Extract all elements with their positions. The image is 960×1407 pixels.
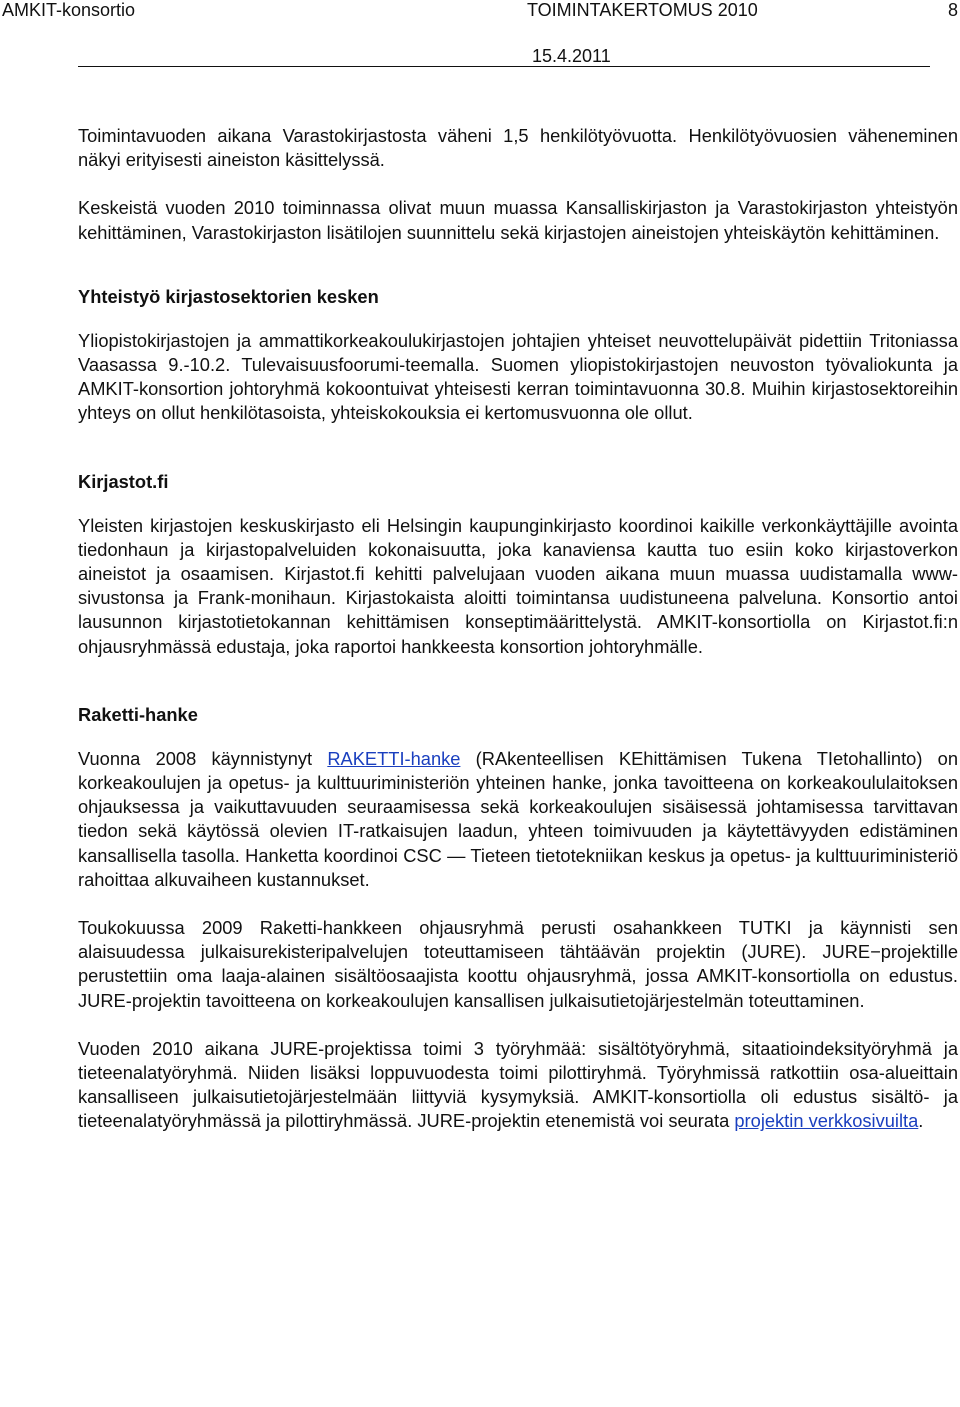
paragraph-jure: Toukokuussa 2009 Raketti-hankkeen ohjausryhmä perusti osahankkeen TUTKI ja käynnisti sen alaisuudessa julkaisurekisteripalvelujen toteuttamiseen tähtäävän projektin (JURE). JURE−projektille perustettiin oma laaja-alainen sisältöosaajista koottu ohjausryhmä, jossa AMKIT-konsortiolla on edustus. JURE-projektin tavoitteena on korkeakoulujen kansallisen julkaisutietojärjestelmän toteuttaminen. [78, 917, 958, 1011]
paragraph-cooperation: Yliopistokirjastojen ja ammattikorkeakoulukirjastojen johtajien yhteiset neuvottelupäivät pidettiin Tritoniassa Vaasassa 9.-10.2. Tulevaisuusfoorumi-teemalla. Suomen yliopistokirjastojen neuvoston työvaliokunta ja AMKIT-konsortion johtoryhmä kokoontuivat yhteisesti kerran toimintavuonna 30.8. Muihin kirjastosektoreihin yhteys on ollut henkilötasoista, yhteiskokouksia ei kertomusvuonna ole ollut. [78, 329, 958, 424]
paragraph-key-activities: Keskeistä vuoden 2010 toiminnassa olivat muun muassa Kansalliskirjaston ja Varastokirjaston yhteistyön kehittäminen, Varastokirjaston lisätilojen suunnittelu sekä kirjastojen aineistojen yhteiskäytön kehittäminen. [78, 197, 958, 243]
paragraph-working-groups-end: . [918, 1110, 924, 1132]
header-page-number: 8 [947, 0, 958, 20]
section-heading-raketti: Raketti-hanke [78, 703, 198, 725]
paragraph-raketti-text-start: Vuonna 2008 käynnistynyt [78, 747, 328, 769]
page-header [0, 0, 960, 72]
paragraph-raketti-text-end: (RAkenteellisen KEhittämisen Tukena TIetohallinto) on korkeakoulujen ja opetus- ja kulttuuriministeriön yhteinen hanke, jonka tavoitteena on korkeakoululaitoksen ohjauksessa ja vaikuttavuuden seuraamisessa sekä korkeakoulujen sisäisessä johtamisessa tarvittavan tiedon sekä käytössä olevien IT-ratkaisujen laadun, yhteen toimivuuden ja käytettävyyden edistäminen kansallisella tasolla. Hanketta koordinoi CSC — Tieteen tietotekniikan keskus ja opetus- ja kulttuuriministeriö rahoittaa alkuvaiheen kustannukset. [78, 747, 958, 890]
paragraph-working-groups [78, 1037, 958, 1134]
paragraph-working-groups-text: Vuoden 2010 aikana JURE-projektissa toimi 3 työryhmää: sisältötyöryhmä, sitaatioindeksityöryhmä ja tieteenalatyöryhmä. Niiden lisäksi loppuvuodesta toimi pilottiryhmä. Työryhmissä ratkottiin osa-alueittain kansalliseen julkaisutietojärjestelmään liittyviä kysymyksiä. AMKIT-konsortiolla oli edustus sisältö- ja tieteenalatyöryhmässä ja pilottiryhmässä. JURE-projektin etenemistä voi seurata [78, 1037, 958, 1132]
project-website-link[interactable]: projektin verkkosivuilta [734, 1110, 919, 1132]
document-body [78, 118, 958, 1134]
section-heading-kirjastot: Kirjastot.fi [78, 470, 169, 492]
section-heading-cooperation: Yhteistyö kirjastosektorien kesken [78, 285, 379, 307]
paragraph-raketti [78, 747, 958, 892]
header-divider [78, 66, 930, 67]
paragraph-staff: Toimintavuoden aikana Varastokirjastosta väheni 1,5 henkilötyövuotta. Henkilötyövuosien väheneminen näkyi erityisesti aineiston käsittelyssä. [78, 125, 958, 171]
header-organization: AMKIT-konsortio [2, 0, 136, 20]
header-report-title: TOIMINTAKERTOMUS 2010 [527, 0, 758, 20]
paragraph-kirjastot: Yleisten kirjastojen keskuskirjasto eli Helsingin kaupunginkirjasto koordinoi kaikille verkonkäyttäjille avointa tiedonhaun ja kirjastopalveluiden kokonaisuutta, joka kanaviensa kautta tuo esiin koko kirjastoverkon aineistot ja osaamisen. Kirjastot.fi kehitti palvelujaan vuoden aikana muun muassa uudistamalla www-sivustonsa ja Frank-monihaun. Kirjastokaista aloitti toimintansa uudistuneena palveluna. Konsortio antoi lausunnon kirjastotietokannan kehittämisen konseptimäärittelystä. AMKIT-konsortiolla on Kirjastot.fi:n ohjausryhmässä edustaja, joka raportoi hankkeesta konsortion johtoryhmälle. [78, 514, 958, 657]
header-date: 15.4.2011 [532, 46, 611, 66]
raketti-hanke-link[interactable]: RAKETTI-hanke [327, 747, 461, 769]
